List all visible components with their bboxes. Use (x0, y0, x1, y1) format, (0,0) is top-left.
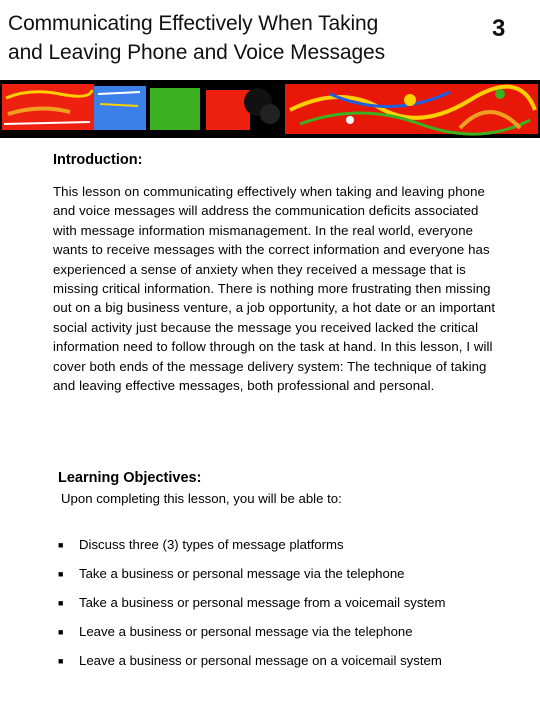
square-bullet-icon: ■ (58, 569, 64, 579)
square-bullet-icon: ■ (58, 540, 64, 550)
objective-text: Take a business or personal message from a voicemail system (79, 595, 446, 610)
list-item (58, 566, 445, 595)
list-item (58, 537, 445, 566)
objective-text: Take a business or personal message via the telephone (79, 566, 405, 581)
square-bullet-icon: ■ (58, 598, 64, 608)
title-line-2: and Leaving Phone and Voice Messages (8, 41, 386, 64)
learning-objectives-list (58, 537, 445, 682)
introduction-heading: Introduction: (53, 152, 143, 168)
page-title (8, 9, 458, 67)
learning-objectives-intro: Upon completing this lesson, you will be able to: (61, 491, 342, 506)
page-number: 3 (492, 15, 506, 42)
list-item (58, 624, 445, 653)
list-item (58, 595, 445, 624)
square-bullet-icon: ■ (58, 656, 64, 666)
square-bullet-icon: ■ (58, 627, 64, 637)
learning-objectives-heading: Learning Objectives: (58, 470, 202, 486)
introduction-body: This lesson on communicating effectively when taking and leaving phone and voice messages will address the communication deficits associated with message information mismanagement. In the real world, everyone wants to receive messages with the correct information and everyone has experienced a sense of anxiety when they received a message that is missing critical information. There is nothing more frustrating then missing out on a big business venture, a job opportunity, a hot date or an important social activity just because the message you received lacked the critical information need to follow through on the task at hand. In this lesson, I will cover both ends of the message delivery system: The technique of taking and leaving effective messages, both professional and personal. (53, 184, 496, 394)
list-item (58, 653, 445, 682)
title-line-1: Communicating Effectively When Taking (8, 12, 379, 35)
decorative-banner (0, 80, 540, 138)
objective-text: Leave a business or personal message via the telephone (79, 624, 413, 639)
objective-text: Discuss three (3) types of message platforms (79, 537, 344, 552)
objective-text: Leave a business or personal message on a voicemail system (79, 653, 442, 668)
